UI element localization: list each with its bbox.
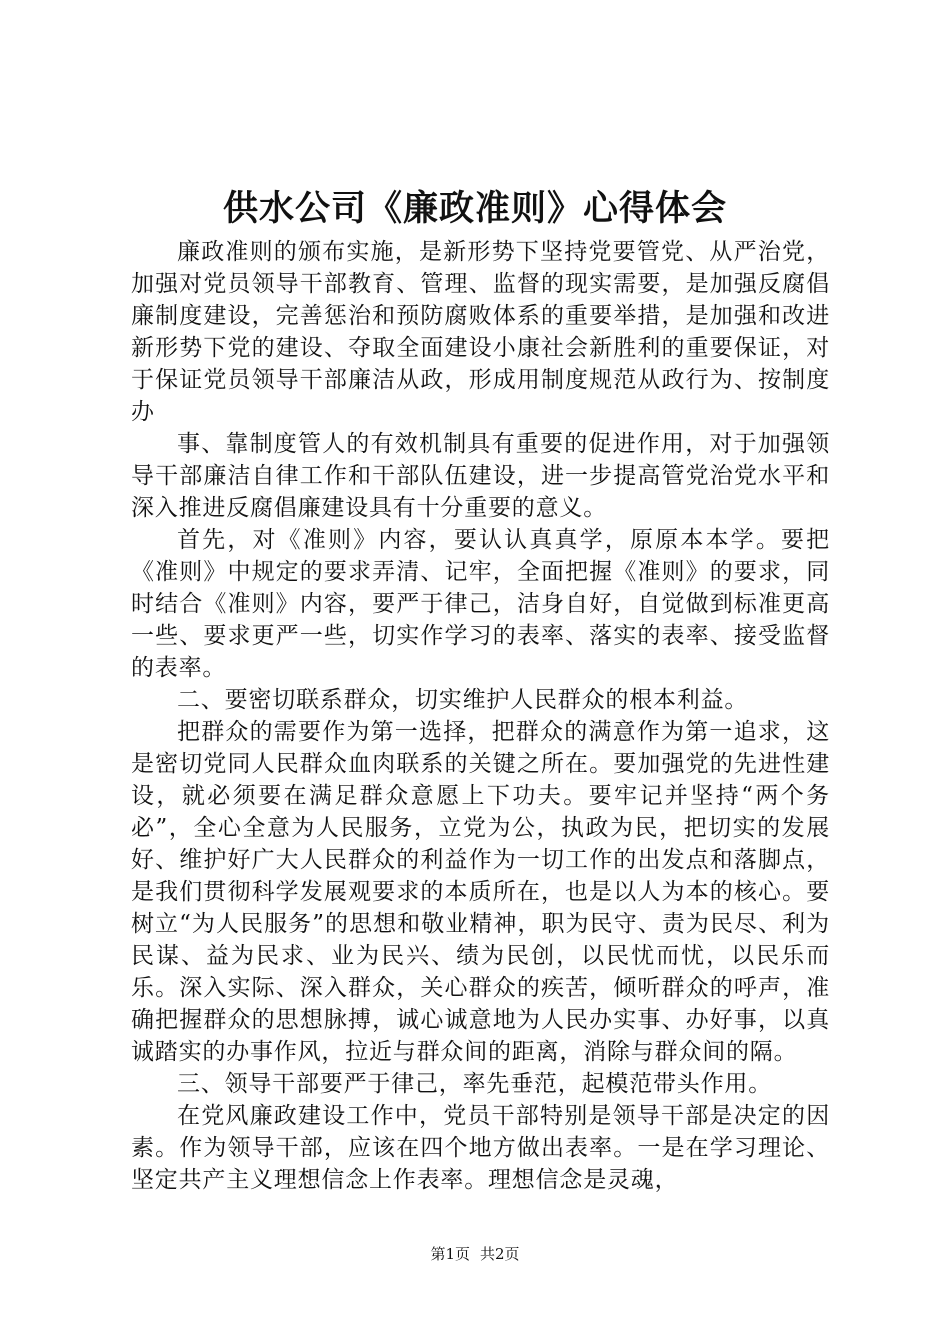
section-heading: 二、要密切联系群众，切实维护人民群众的根本利益。 [177, 687, 749, 713]
page-footer [0, 1244, 950, 1264]
document-body [131, 236, 830, 1196]
paragraph: 廉政准则的颁布实施，是新形势下坚持党要管党、从严治党，加强对党员领导干部教育、管理、监督的现实需要，是加强反腐倡廉制度建设，完善惩治和预防腐败体系的重要举措，是加强和改进新形势下党的建设、夺取全面建设小康社会新胜利的重要保证，对于保证党员领导干部廉洁从政，形成用制度规范从政行为、按制度办 [131, 239, 830, 425]
paragraph: 把群众的需要作为第一选择，把群众的满意作为第一追求，这是密切党同人民群众血肉联系的关键之所在。要加强党的先进性建设，就必须要在满足群众意愿上下功夫。要牢记并坚持“两个务必”，全心全意为人民服务，立党为公，执政为民，把切实的发展好、维护好广大人民群众的利益作为一切工作的出发点和落脚点，是我们贯彻科学发展观要求的本质所在，也是以人为本的核心。要树立“为人民服务”的思想和敬业精神，职为民守、责为民尽、利为民谋、益为民求、业为民兴、绩为民创，以民忧而忧，以民乐而乐。深入实际、深入群众，关心群众的疾苦，倾听群众的呼声，准确把握群众的思想脉搏，诚心诚意地为人民办实事、办好事，以真诚踏实的办事作风，拉近与群众间的距离，消除与群众间的隔。 [131, 719, 830, 1065]
paragraph: 在党风廉政建设工作中，党员干部特别是领导干部是决定的因素。作为领导干部，应该在四个地方做出表率。一是在学习理论、坚定共产主义理想信念上作表率。理想信念是灵魂， [131, 1103, 830, 1193]
page-number: 第1页 [430, 1245, 470, 1263]
paragraph: 首先，对《准则》内容，要认认真真学，原原本本学。要把《准则》中规定的要求弄清、记牢，全面把握《准则》的要求，同时结合《准则》内容，要严于律己，洁身自好，自觉做到标准更高一些、要求更严一些，切实作学习的表率、落实的表率、接受监督的表率。 [131, 527, 830, 681]
page-total: 共2页 [480, 1245, 520, 1263]
document-title: 供水公司《廉政准则》心得体会 [222, 189, 727, 229]
paragraph: 事、靠制度管人的有效机制具有重要的促进作用，对于加强领导干部廉洁自律工作和干部队伍建设，进一步提高管党治党水平和深入推进反腐倡廉建设具有十分重要的意义。 [131, 431, 830, 521]
section-heading: 三、领导干部要严于律己，率先垂范，起模范带头作用。 [177, 1071, 772, 1097]
